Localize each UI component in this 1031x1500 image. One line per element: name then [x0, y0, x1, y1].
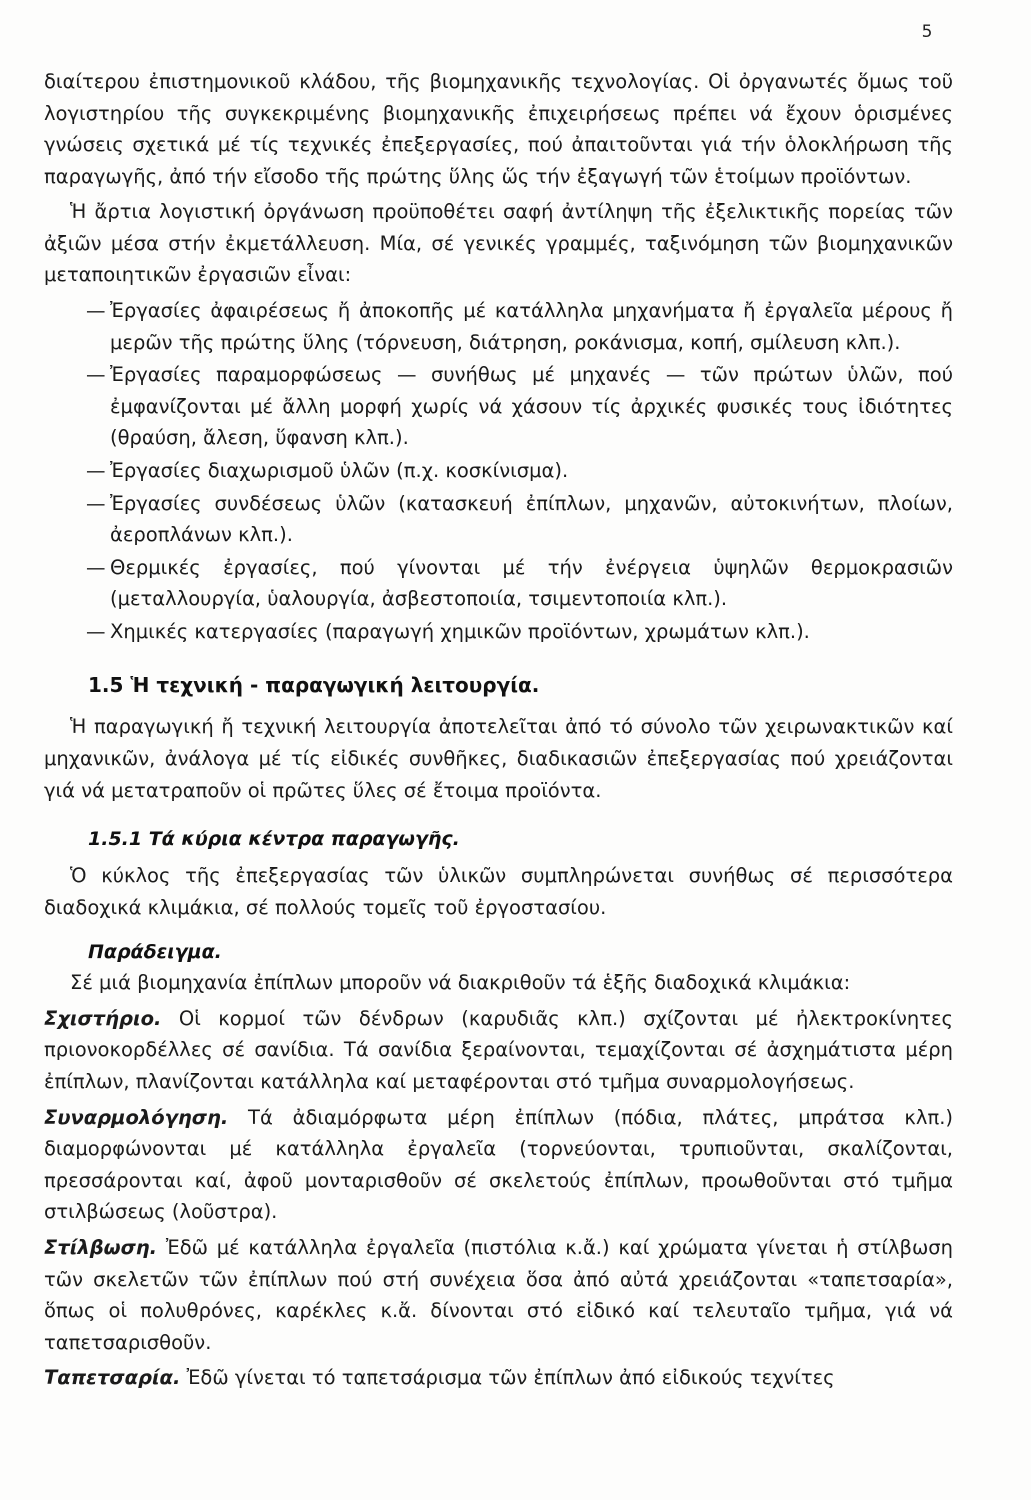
list-item-label: Ἐργασίες ἀφαιρέσεως ἤ ἀποκοπῆς μέ κατάλληλα μηχανήματα ἤ ἐργαλεῖα μέρους ἤ μερῶν τῆς πρώτης ὕλης (τόρνευση, διάτρηση, ροκάνισμα, κοπή, σμίλευση κλπ.). [110, 299, 953, 354]
stage-text: Οἱ κορμοί τῶν δένδρων (καρυδιᾶς κλπ.) σχίζονται μέ ἠλεκτροκίνητες πριονοκορδέλλες σέ σανίδια. Τά σανίδια ξεραίνονται, τεμαχίζονται σέ ἀσχημάτιστα μέρη ἐπίπλων, πλανίζονται κατάλληλα καί μεταφέρονται στό τμῆμα συναρμολογήσεως. [44, 1006, 953, 1094]
stage-term: Σχιστήριο. [44, 1006, 162, 1030]
paragraph-accounting-organization: Ἡ ἄρτια λογιστική ὀργάνωση προϋποθέτει σαφή ἀντίληψη τῆς ἐξελικτικῆς πορείας τῶν ἀξιῶν μέσα στήν ἐκμετάλλευση. Μία, σέ γενικές γραμμές, ταξινόμηση τῶν βιομηχανικῶν μεταποιητικῶν ἐργασιῶν εἶναι: [44, 200, 953, 287]
dash-bullet-icon: — [86, 555, 106, 579]
list-item [86, 359, 953, 454]
paragraph-section-1-5: Ἡ παραγωγική ἤ τεχνική λειτουργία ἀποτελεῖται ἀπό τό σύνολο τῶν χειρωνακτικῶν καί μηχανικῶν, ἀνάλογα μέ τίς εἰδικές συνθῆκες, διαδικασιῶν ἐπεξεργασίας πού χρειάζονται γιά νά μετατραποῦν οἱ πρῶτες ὕλες σέ ἔτοιμα προϊόντα. [44, 715, 953, 802]
list-item [86, 455, 953, 487]
section-heading-1-5-1: 1.5.1 Τά κύρια κέντρα παραγωγῆς. [88, 828, 460, 851]
stage-text: Τά ἀδιαμόρφωτα μέρη ἐπίπλων (πόδια, πλάτες, μπράτσα κλπ.) διαμορφώνονται μέ κατάλληλα ἐργαλεῖα (τορνεύονται, τρυπιοῦνται, σκαλίζονται, πρεσσάρονται καί, ἀφοῦ μονταρισθοῦν σέ σκελετούς ἐπίπλων, προωθοῦνται στό τμῆμα στιλβώσεως (λοῦστρα). [44, 1105, 953, 1224]
paragraph-example-intro: Σέ μιά βιομηχανία ἐπίπλων μποροῦν νά διακριθοῦν τά ἑξῆς διαδοχικά κλιμάκια: [70, 971, 851, 995]
stage-text: Ἐδῶ μέ κατάλληλα ἐργαλεῖα (πιστόλια κ.ἄ.) καί χρώματα γίνεται ἡ στίλβωση τῶν σκελετῶν τῶν ἐπίπλων πού στή συνέχεια ὅσα ἀπό αὐτά χρειάζονται «ταπετσαρία», ὅπως οἱ πολυθρόνες, καρέκλες κ.ἄ. δίνονται στό εἰδικό καί τελευταῖο τμῆμα, γιά νά ταπετσαρισθοῦν. [44, 1235, 953, 1354]
list-item-label: Ἐργασίες συνδέσεως ὑλῶν (κατασκευή ἐπίπλων, μηχανῶν, αὐτοκινήτων, πλοίων, ἀεροπλάνων κλπ.). [110, 491, 953, 547]
dash-bullet-icon: — [86, 299, 106, 323]
stage-term: Ταπετσαρία. [44, 1366, 181, 1390]
list-item [86, 488, 953, 551]
list-item-label: Θερμικές ἐργασίες, πού γίνονται μέ τήν ἐνέργεια ὑψηλῶν θερμοκρασιῶν (μεταλλουργία, ὑαλουργία, ἀσβεστοποιία, τσιμεντοποιία κλπ.). [110, 555, 953, 611]
page-number: 5 [921, 22, 933, 42]
list-item-label: Ἐργασίες παραμορφώσεως — συνήθως μέ μηχανές — τῶν πρώτων ὑλῶν, πού ἐμφανίζονται μέ ἄλλη μορφή χωρίς νά χάσουν τίς ἀρχικές φυσικές τους ἰδιότητες (θραύση, ἄλεση, ὕφανση κλπ.). [110, 363, 953, 450]
stage-term: Στίλβωση. [44, 1235, 158, 1259]
dash-bullet-icon: — [86, 363, 106, 387]
paragraph-intro: διαίτερου ἐπιστημονικοῦ κλάδου, τῆς βιομηχανικῆς τεχνολογίας. Οἱ ὀργανωτές ὅμως τοῦ λογιστηρίου τῆς συγκεκριμένης βιομηχανικῆς ἐπιχειρήσεως πρέπει νά ἔχουν ὁρισμένες γνώσεις σχετικά μέ τίς τεχνικές ἐπεξεργασίες, πού ἀπαιτοῦνται γιά τήν ὁλοκλήρωση τῆς παραγωγῆς, ἀπό τήν εἴσοδο τῆς πρώτης ὕλης ὥς τήν ἐξαγωγή τῶν ἑτοίμων προϊόντων. [44, 70, 953, 188]
stage-text: Ἐδῶ γίνεται τό ταπετσάρισμα τῶν ἐπίπλων ἀπό εἰδικούς τεχνίτες [180, 1366, 835, 1390]
example-heading: Παράδειγμα. [88, 941, 222, 964]
stage-paragraph-assembly [44, 1102, 953, 1228]
dash-bullet-icon: — [86, 491, 106, 515]
list-item-label: Ἐργασίες διαχωρισμοῦ ὑλῶν (π.χ. κοσκίνισμα). [110, 458, 569, 482]
stage-paragraph-polishing [44, 1232, 953, 1358]
stage-paragraph-upholstery [44, 1362, 953, 1394]
stage-paragraph-sawmill [44, 1003, 953, 1098]
dash-bullet-icon: — [86, 458, 106, 482]
list-item [86, 552, 953, 615]
list-item [86, 616, 953, 648]
paragraph-section-1-5-1: Ὁ κύκλος τῆς ἐπεξεργασίας τῶν ὑλικῶν συμπληρώνεται συνήθως σέ περισσότερα διαδοχικά κλιμάκια, σέ πολλούς τομεῖς τοῦ ἐργοστασίου. [44, 864, 953, 919]
stage-term: Συναρμολόγηση. [44, 1105, 229, 1129]
list-item [86, 295, 953, 358]
dash-bullet-icon: — [86, 619, 106, 643]
list-item-label: Χημικές κατεργασίες (παραγωγή χημικῶν προϊόντων, χρωμάτων κλπ.). [110, 619, 810, 643]
industrial-processes-list [44, 295, 953, 647]
section-heading-1-5: 1.5 Ἡ τεχνική - παραγωγική λειτουργία. [88, 673, 540, 698]
